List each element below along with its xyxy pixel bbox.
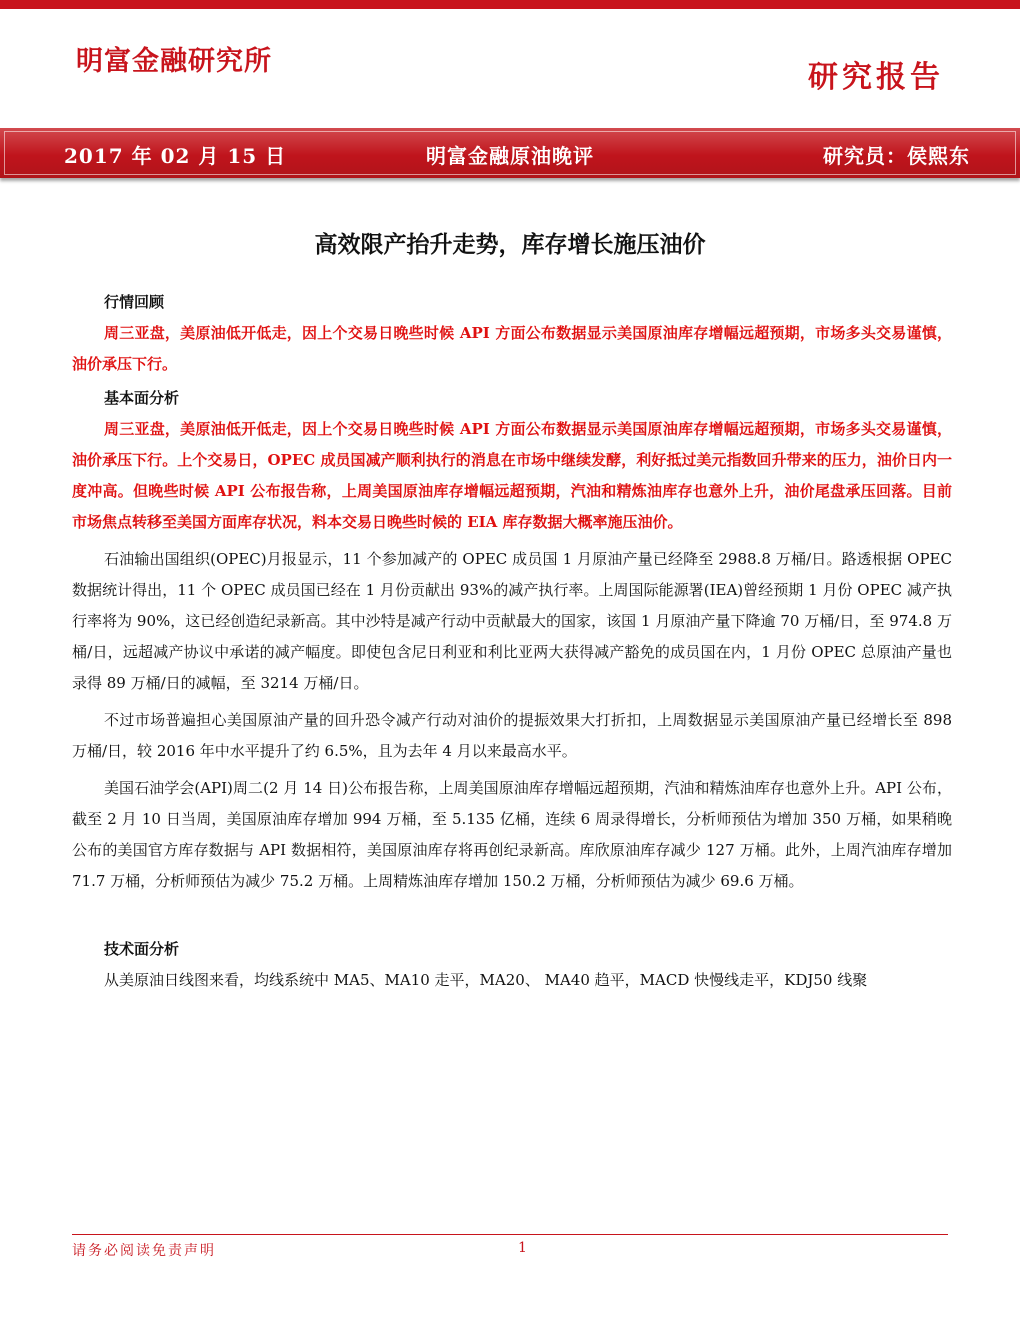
section-heading-technical: 技术面分析 bbox=[104, 940, 180, 958]
disclaimer-notice: 请务必阅读免责声明 bbox=[72, 1243, 216, 1259]
report-date: 2017 年 02 月 15 日 bbox=[64, 144, 287, 168]
report-name: 明富金融原油晚评 bbox=[426, 144, 594, 168]
logo-text: 明富金融研究所 bbox=[76, 45, 272, 77]
page-number: 1 bbox=[518, 1240, 527, 1256]
section-spacer bbox=[72, 897, 952, 937]
us-production-paragraph: 不过市场普遍担心美国原油产量的回升恐令减产行动对油价的提振效果大打折扣，上周数据显示美国原油产量已经增长至 898 万桶/日，较 2016 年中水平提升了约 6.5%，且为去年 4 月以来最高水平。 bbox=[72, 711, 952, 760]
document-title: 高效限产抬升走势，库存增长施压油价 bbox=[314, 232, 706, 258]
section-heading-market-review: 行情回顾 bbox=[104, 293, 165, 311]
report-type-label: 研究报告 bbox=[808, 60, 944, 95]
top-rule bbox=[0, 0, 1020, 9]
api-inventory-paragraph: 美国石油学会(API)周二(2 月 14 日)公布报告称，上周美国原油库存增幅远超预期，汽油和精炼油库存也意外上升。API 公布，截至 2 月 10 日当周，美国原油库存增加 994 万桶，至 5.135 亿桶，连续 6 周录得增长，分析师预估为增加 350 万桶，如果稍晚公布的美国官方库存数据与 API 数据相符，美国原油库存将再创纪录新高。库欣原油库存减少 127 万桶。此外，上周汽油库存增加 71.7 万桶，分析师预估为减少 75.2 万桶。上周精炼油库存增加 150.2 万桶，分析师预估为减少 69.6 万桶。 bbox=[72, 779, 952, 890]
opec-paragraph: 石油输出国组织(OPEC)月报显示，11 个参加减产的 OPEC 成员国 1 月原油产量已经降至 2988.8 万桶/日。路透根据 OPEC 数据统计得出，11 个 OPEC 成员国已经在 1 月份贡献出 93%的减产执行率。上周国际能源署(IEA)曾经预期 1 月份 OPEC 减产执行率将为 90%，这已经创造纪录新高。其中沙特是减产行动中贡献最大的国家，该国 1 月原油产量下降逾 70 万桶/日，至 974.8 万桶/日，远超减产协议中承诺的减产幅度。即使包含尼日利亚和利比亚两大获得减产豁免的成员国在内，1 月份 OPEC 总原油产量也录得 89 万桶/日的减幅，至 3214 万桶/日。 bbox=[72, 550, 952, 692]
header-banner bbox=[0, 128, 1020, 178]
technical-paragraph: 从美原油日线图来看，均线系统中 MA5、MA10 走平，MA20、 MA40 趋平，MACD 快慢线走平，KDJ50 线聚 bbox=[104, 971, 868, 989]
market-review-paragraph: 周三亚盘，美原油低开低走，因上个交易日晚些时候 API 方面公布数据显示美国原油库存增幅远超预期，市场多头交易谨慎，油价承压下行。 bbox=[72, 324, 952, 373]
section-heading-fundamental: 基本面分析 bbox=[104, 389, 180, 407]
footer-rule bbox=[72, 1234, 948, 1235]
document-body bbox=[72, 290, 952, 996]
company-logo bbox=[76, 38, 272, 78]
analyst-name: 研究员：侯熙东 bbox=[823, 144, 970, 168]
fundamental-summary-paragraph: 周三亚盘，美原油低开低走，因上个交易日晚些时候 API 方面公布数据显示美国原油库存增幅远超预期，市场多头交易谨慎，油价承压下行。上个交易日，OPEC 成员国减产顺利执行的消息在市场中继续发酵，利好抵过美元指数回升带来的压力，油价日内一度冲高。但晚些时候 API 公布报告称，上周美国原油库存增幅远超预期，汽油和精炼油库存也意外上升，油价尾盘承压回落。目前市场焦点转移至美国方面库存状况，料本交易日晚些时候的 EIA 库存数据大概率施压油价。 bbox=[72, 420, 952, 531]
